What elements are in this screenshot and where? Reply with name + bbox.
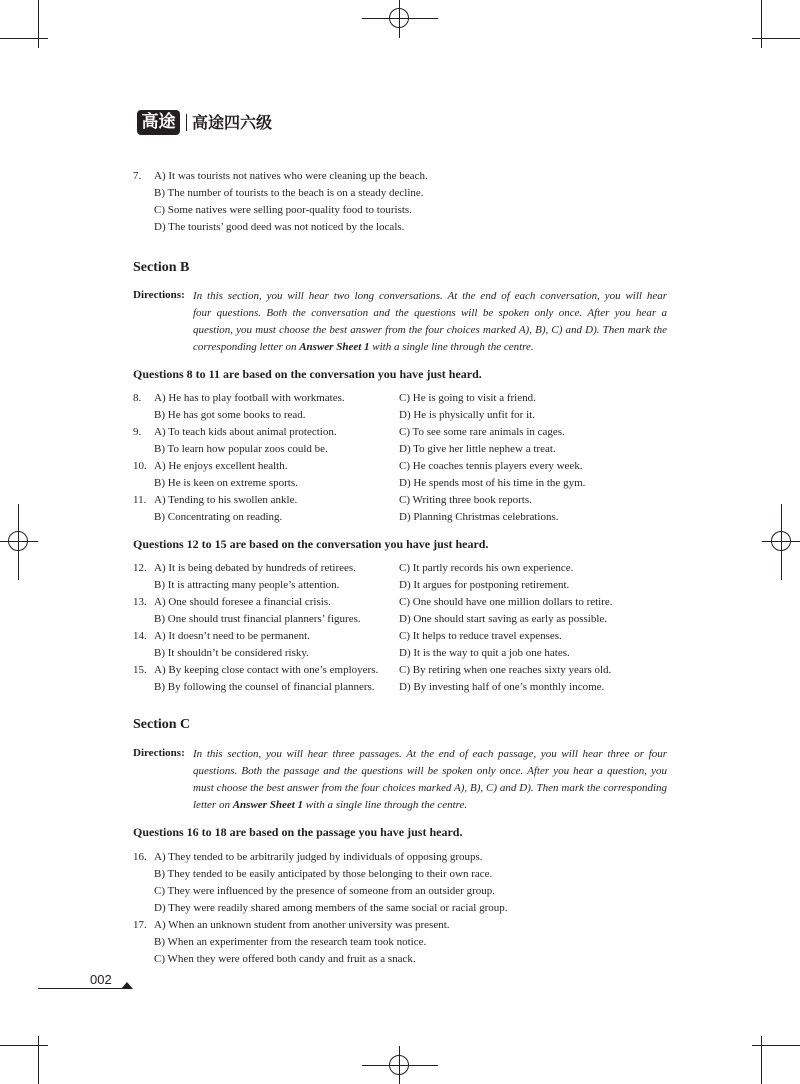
directions-line: In this section, you will hear two long conversations. At the end of each conversation, you will hear [193, 290, 667, 302]
option-a: A) To teach kids about animal protection. [154, 426, 337, 438]
page-number: 002 [90, 972, 112, 987]
option-b: B) The number of tourists to the beach is on a steady decline. [154, 187, 424, 199]
option-c: C) One should have one million dollars to retire. [399, 596, 613, 608]
option-a: A) He enjoys excellent health. [154, 460, 288, 472]
option-a: A) When an unknown student from another university was present. [154, 919, 450, 931]
option-c: C) He is going to visit a friend. [399, 392, 536, 404]
option-d: D) They were readily shared among members of the same social or racial group. [154, 902, 508, 914]
section-c-title: Section C [133, 717, 191, 732]
directions-line: In this section, you will hear three passages. At the end of each passage, you will hear three or four [193, 748, 667, 760]
option-c: C) It helps to reduce travel expenses. [399, 630, 562, 642]
option-d: D) It is the way to quit a job one hates. [399, 647, 570, 659]
option-b: B) It is attracting many people’s attention. [154, 579, 340, 591]
option-d: D) Planning Christmas celebrations. [399, 511, 559, 523]
footer-triangle-icon [121, 982, 133, 989]
option-d: D) He is physically unfit for it. [399, 409, 535, 421]
option-c: C) By retiring when one reaches sixty years old. [399, 664, 612, 676]
option-a: A) They tended to be arbitrarily judged by individuals of opposing groups. [154, 851, 483, 863]
option-a: A) Tending to his swollen ankle. [154, 494, 298, 506]
option-a: A) One should foresee a financial crisis. [154, 596, 331, 608]
option-c: C) To see some rare animals in cages. [399, 426, 565, 438]
directions-line: must choose the best answer from the four choices marked A), B), C) and D). Then mark the corresponding [193, 782, 667, 794]
brand-name: 高途四六级 [192, 113, 273, 132]
option-a: A) It was tourists not natives who were cleaning up the beach. [154, 170, 428, 182]
option-a: A) It is being debated by hundreds of retirees. [154, 562, 356, 574]
option-b: B) When an experimenter from the research team took notice. [154, 936, 427, 948]
directions-label: Directions: [133, 747, 185, 759]
option-a: A) It doesn’t need to be permanent. [154, 630, 310, 642]
option-d: D) It argues for postponing retirement. [399, 579, 570, 591]
directions-line: question, you must choose the best answer from the four choices marked A), B), C) and D). Then mark the [193, 324, 667, 336]
section-b-title: Section B [133, 260, 190, 275]
option-d: D) He spends most of his time in the gym. [399, 477, 586, 489]
option-c: C) It partly records his own experience. [399, 562, 574, 574]
option-d: D) To give her little nephew a treat. [399, 443, 556, 455]
brand-logo: 高途 [137, 110, 180, 135]
option-c: C) He coaches tennis players every week. [399, 460, 583, 472]
questions-12-15-heading: Questions 12 to 15 are based on the conversation you have just heard. [133, 537, 489, 551]
option-b: B) They tended to be easily anticipated by those belonging to their own race. [154, 868, 493, 880]
answer-sheet-ref: Answer Sheet 1 [299, 341, 370, 353]
directions-label: Directions: [133, 289, 185, 301]
option-b: B) It shouldn’t be considered risky. [154, 647, 309, 659]
directions-line: four questions. Both the conversation and the questions will be spoken only once. After you hear a [193, 307, 667, 319]
header-divider [186, 114, 187, 131]
directions-line: letter on Answer Sheet 1 with a single line through the centre. [193, 799, 468, 811]
option-b: B) By following the counsel of financial planners. [154, 681, 375, 693]
option-a: A) He has to play football with workmates. [154, 392, 345, 404]
option-d: D) By investing half of one’s monthly income. [399, 681, 605, 693]
option-d: D) One should start saving as early as possible. [399, 613, 608, 625]
option-a: A) By keeping close contact with one’s employers. [154, 664, 379, 676]
option-b: B) He is keen on extreme sports. [154, 477, 298, 489]
option-b: B) To learn how popular zoos could be. [154, 443, 328, 455]
option-c: C) Some natives were selling poor-quality food to tourists. [154, 204, 412, 216]
question-number: 7. [133, 170, 142, 182]
option-b: B) He has got some books to read. [154, 409, 306, 421]
option-c: C) Writing three book reports. [399, 494, 532, 506]
option-d: D) The tourists’ good deed was not noticed by the locals. [154, 221, 405, 233]
option-c: C) They were influenced by the presence of someone from an outsider group. [154, 885, 495, 897]
option-b: B) Concentrating on reading. [154, 511, 283, 523]
option-c: C) When they were offered both candy and fruit as a snack. [154, 953, 416, 965]
directions-line: questions. Both the passage and the questions will be spoken only once. After you hear a question, you [193, 765, 667, 777]
directions-line: corresponding letter on Answer Sheet 1 with a single line through the centre. [193, 341, 534, 353]
answer-sheet-ref: Answer Sheet 1 [232, 799, 304, 811]
option-b: B) One should trust financial planners’ figures. [154, 613, 361, 625]
questions-16-18-heading: Questions 16 to 18 are based on the passage you have just heard. [133, 825, 463, 839]
questions-8-11-heading: Questions 8 to 11 are based on the conversation you have just heard. [133, 367, 482, 381]
footer-rule [38, 988, 123, 989]
